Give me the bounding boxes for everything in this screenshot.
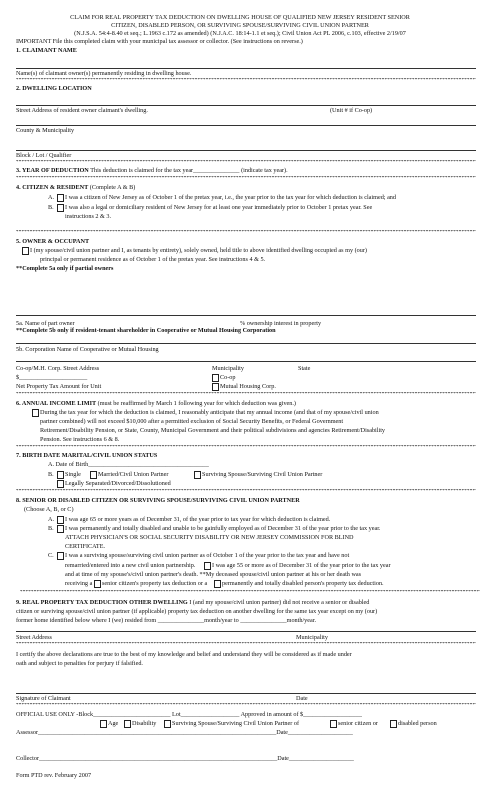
section6-heading: 6. ANNUAL INCOME LIMIT <box>16 400 97 407</box>
signature-label: Signature of Claimant <box>16 695 71 702</box>
county-line[interactable] <box>16 125 476 126</box>
section6-note: (must be reaffirmed by March 1 following year for which deduction was given.) <box>97 400 296 407</box>
form-title-line1: CLAIM FOR REAL PROPERTY TAX DEDUCTION ON DWELLING HOUSE OF QUALIFIED NEW JERSEY RESIDENT SENIOR <box>70 14 410 21</box>
official-disabled-checkbox[interactable] <box>390 720 397 728</box>
s4-a-text: I was a citizen of New Jersey as of October 1 of the pretax year, i.e., the year prior to the tax year for which deduction is claimed; and <box>65 194 396 201</box>
s8-c-text1: I was a surviving spouse/surviving civil union partner as of October 1 of the year prior to the tax year and have not <box>65 552 350 559</box>
surviving-label: Surviving Spouse/Surviving Civil Union Partner <box>202 471 323 478</box>
disabled-deduction-checkbox[interactable] <box>214 580 221 588</box>
official-disability-label: Disability <box>132 720 157 727</box>
s8-a-text: I was age 65 or more years as of December 31, of the year prior to tax year for which deduction is claimed. <box>65 516 331 523</box>
separator <box>16 703 476 708</box>
s4-b-text1: I was also a legal or domiciliary resident of New Jersey for at least one year immediately prior to October 1 pretax year. See <box>65 204 373 211</box>
official-surviving-checkbox[interactable] <box>164 720 171 728</box>
s4-b-text2: instructions 2 & 3. <box>65 213 112 220</box>
separator <box>16 160 476 165</box>
s8-c-text3: and at time of my spouse's/civil union partner's death. **My deceased spouse/civil union partner at his or her death was <box>65 571 362 578</box>
coop-divider <box>16 361 476 362</box>
block-lot-line[interactable] <box>16 150 476 151</box>
mutual-housing-checkbox[interactable] <box>212 383 219 391</box>
s8-c-letter: C. <box>48 552 54 559</box>
form-title-line2: CITIZEN, DISABLED PERSON, OR SURVIVING SPOUSE/SURVIVING CIVIL UNION PARTNER <box>111 22 369 29</box>
citizen-checkbox[interactable] <box>57 194 64 202</box>
net-tax-label: Net Property Tax Amount for Unit <box>16 383 102 390</box>
section9-text2: citizen or surviving spouse/civil union partner (if applicable) property tax deduction on another dwelling for the same tax year except on my (our) <box>16 608 378 615</box>
single-label: Single <box>65 471 81 478</box>
birth-date-field[interactable]: A. Date of Birth_______________________________________ <box>48 461 209 468</box>
section4-heading: 4. CITIZEN & RESIDENT <box>16 184 89 191</box>
signature-line[interactable] <box>16 693 476 694</box>
s6-line4: Pension. See instructions 6 & 8. <box>40 436 120 443</box>
s5b-label: 5b. Corporation Name of Cooperative or Mutual Housing <box>16 346 159 353</box>
unit-label: (Unit # if Co-op) <box>330 107 373 114</box>
official-age-checkbox[interactable] <box>100 720 107 728</box>
separator <box>16 176 476 181</box>
s6-line3: Retirement/Disability Pension, or State, County, Municipal Government and their political subdivisions and agencies Retirement/Disability <box>40 427 386 434</box>
section7-heading: 7. BIRTH DATE MARITAL/CIVIL UNION STATUS <box>16 452 158 459</box>
important-note: IMPORTANT File this completed claim with your municipal tax assessor or collector. (See instructions on reverse.) <box>16 38 303 45</box>
senior-deduction-checkbox[interactable] <box>94 580 101 588</box>
separator <box>16 445 476 450</box>
s5b-complete-note: **Complete 5b only if resident-tenant shareholder in Cooperative or Mutual Housing Corporation <box>16 327 276 334</box>
s5-text2: principal or permanent residence as of October 1 of the pretax year. See instructions 4 & 5. <box>40 256 266 263</box>
street-address-label: Street Address of resident owner claimant's dwelling. <box>16 107 148 114</box>
mutual-housing-label: Mutual Housing Corp. <box>220 383 276 390</box>
section8-sub: (Choose A, B, or C) <box>24 506 74 513</box>
statute-citation: (N.J.S.A. 54:4-8.40 et seq.; L.1963 c.172 as amended) (N.J.A.C. 18:14-1.1 et seq.); Civil Union Act PL 2006, c.103, effective 2/19/07 <box>74 30 406 37</box>
section5-heading: 5. OWNER & OCCUPANT <box>16 238 90 245</box>
s8-b-letter: B. <box>48 525 54 532</box>
income-checkbox[interactable] <box>32 409 39 417</box>
former-address-line[interactable] <box>16 631 476 632</box>
s8-c-text4a: receiving a <box>65 580 93 587</box>
section8-heading: 8. SENIOR OR DISABLED CITIZEN OR SURVIVING SPOUSE/SURVIVING CIVIL UNION PARTNER <box>16 497 300 504</box>
disabled-checkbox[interactable] <box>57 525 64 533</box>
s8-c-text2a: remarried/entered into a new civil union partnership. <box>65 562 196 569</box>
street-address-line[interactable] <box>16 105 476 106</box>
s8-c-text4c: permanently and totally disabled person's property tax deduction. <box>222 580 384 587</box>
separated-label: Legally Separated/Divorced/Dissolutioned <box>65 480 171 487</box>
surviving-spouse-checkbox[interactable] <box>57 552 64 560</box>
section1-heading: 1. CLAIMANT NAME <box>16 47 77 54</box>
county-label: County & Municipality <box>16 127 75 134</box>
section3-row <box>16 167 288 174</box>
part-owner-line[interactable] <box>16 315 476 316</box>
section9-row <box>16 599 369 606</box>
owner-checkbox[interactable] <box>22 247 29 255</box>
s8-a-letter: A. <box>48 516 55 523</box>
s8-c-text2b: I was age 55 or more as of December 31 of the year prior to the tax year <box>212 562 391 569</box>
s8-b-text1: I was permanently and totally disabled and unable to be gainfully employed as of December 31 of the year prior to the tax year. <box>65 525 381 532</box>
separator <box>20 590 480 595</box>
coop-checkbox[interactable] <box>212 374 219 382</box>
resident-checkbox[interactable] <box>57 204 64 212</box>
official-use-line[interactable]: OFFICIAL USE ONLY -Block_________________________ Lot___________________ Approved in amount of $___________________ <box>16 711 362 718</box>
separator <box>16 392 476 397</box>
s8-c-text4b: senior citizen's property tax deduction or a <box>102 580 208 587</box>
certify-line2: oath and subject to penalties for perjury if falsified. <box>16 660 143 667</box>
form-revision: Form PTD rev. February 2007 <box>16 772 92 779</box>
section6-row <box>16 400 296 407</box>
s5a-name-label: 5a. Name of part owner <box>16 320 75 327</box>
net-tax-amount-field[interactable]: $______________________ <box>16 374 88 381</box>
separated-checkbox[interactable] <box>57 480 64 488</box>
s5-text1: I (my spouse/civil union partner and I, as tenants by entirety), solely owned, held title to above identified dwelling occupied as my (our) <box>30 247 367 254</box>
assessor-line[interactable]: Assessor_____________________________________________________________________________Date_____________________ <box>16 729 353 736</box>
s6-line1: During the tax year for which the deduction is claimed, I reasonably anticipate that my annual income (and that of my spouse/civil union <box>40 409 379 416</box>
s8-b-text2: ATTACH PHYSICIAN'S OR SOCIAL SECURITY DISABILITY OR NEW JERSEY COMMISSION FOR BLIND <box>65 534 354 541</box>
official-disabled-label: disabled person <box>398 720 437 727</box>
collector-line[interactable]: Collector_____________________________________________________________________________Date_____________________ <box>16 755 354 762</box>
official-senior-checkbox[interactable] <box>330 720 337 728</box>
s7-b-letter: B. <box>48 471 54 478</box>
married-label: Married/Civil Union Partner <box>98 471 169 478</box>
section4-row <box>16 184 135 191</box>
official-disability-checkbox[interactable] <box>124 720 131 728</box>
surviving-checkbox[interactable] <box>194 471 201 479</box>
s4-b-letter: B. <box>48 204 54 211</box>
age65-checkbox[interactable] <box>57 516 64 524</box>
s9-street-label: Street Address <box>16 634 52 641</box>
section9-text3[interactable]: former home identified below where I (we) resided from _______________month/year to _______________month/year. <box>16 617 317 624</box>
coop-municipality-label: Municipality <box>212 365 244 372</box>
s5-partial-note: **Complete 5a only if partial owners <box>16 265 114 272</box>
separator <box>16 230 476 235</box>
section2-heading: 2. DWELLING LOCATION <box>16 85 92 92</box>
s5a-pct-label: % ownership interest in property <box>240 320 322 327</box>
section4-note: (Complete A & B) <box>89 184 136 191</box>
official-surviving-label: Surviving Spouse/Surviving Civil Union Partner of <box>172 720 300 727</box>
section9-text1: I (and my spouse/civil union partner) did not receive a senior or disabled <box>189 599 370 606</box>
coop-state-label: State <box>298 365 311 372</box>
separator <box>16 642 476 647</box>
signature-date-label: Date <box>296 695 308 702</box>
section3-heading: 3. YEAR OF DEDUCTION <box>16 167 89 174</box>
married-checkbox[interactable] <box>90 471 97 479</box>
coop-label: Co-op <box>220 374 236 381</box>
claimant-name-line[interactable] <box>16 68 476 69</box>
corp-name-line[interactable] <box>16 343 476 344</box>
coop-address-label: Co-op/M.H. Corp. Street Address <box>16 365 100 372</box>
s9-municipality-label: Municipality <box>296 634 328 641</box>
claimant-name-label: Name(s) of claimant owner(s) permanently residing in dwelling house. <box>16 70 192 77</box>
official-senior-label: senior citizen or <box>338 720 378 727</box>
certify-line1: I certify the above declarations are true to the best of my knowledge and belief and understand they will be considered as if made under <box>16 651 352 658</box>
section9-heading: 9. REAL PROPERTY TAX DEDUCTION OTHER DWELLING <box>16 599 188 606</box>
section3-text: This deduction is claimed for the tax year_______________ (indicate tax year). <box>90 167 288 174</box>
official-age-label: Age <box>108 720 119 727</box>
age55-checkbox[interactable] <box>204 562 211 570</box>
block-lot-label: Block / Lot / Qualifier <box>16 152 72 159</box>
s4-a-letter: A. <box>48 194 55 201</box>
s8-b-text3: CERTIFICATE. <box>65 543 106 550</box>
separator <box>16 489 476 494</box>
single-checkbox[interactable] <box>57 471 64 479</box>
s6-line2: partner combined) will not exceed $10,000 after a permitted exclusion of Social Security Benefits, or Federal Government <box>40 418 344 425</box>
separator <box>16 78 476 83</box>
